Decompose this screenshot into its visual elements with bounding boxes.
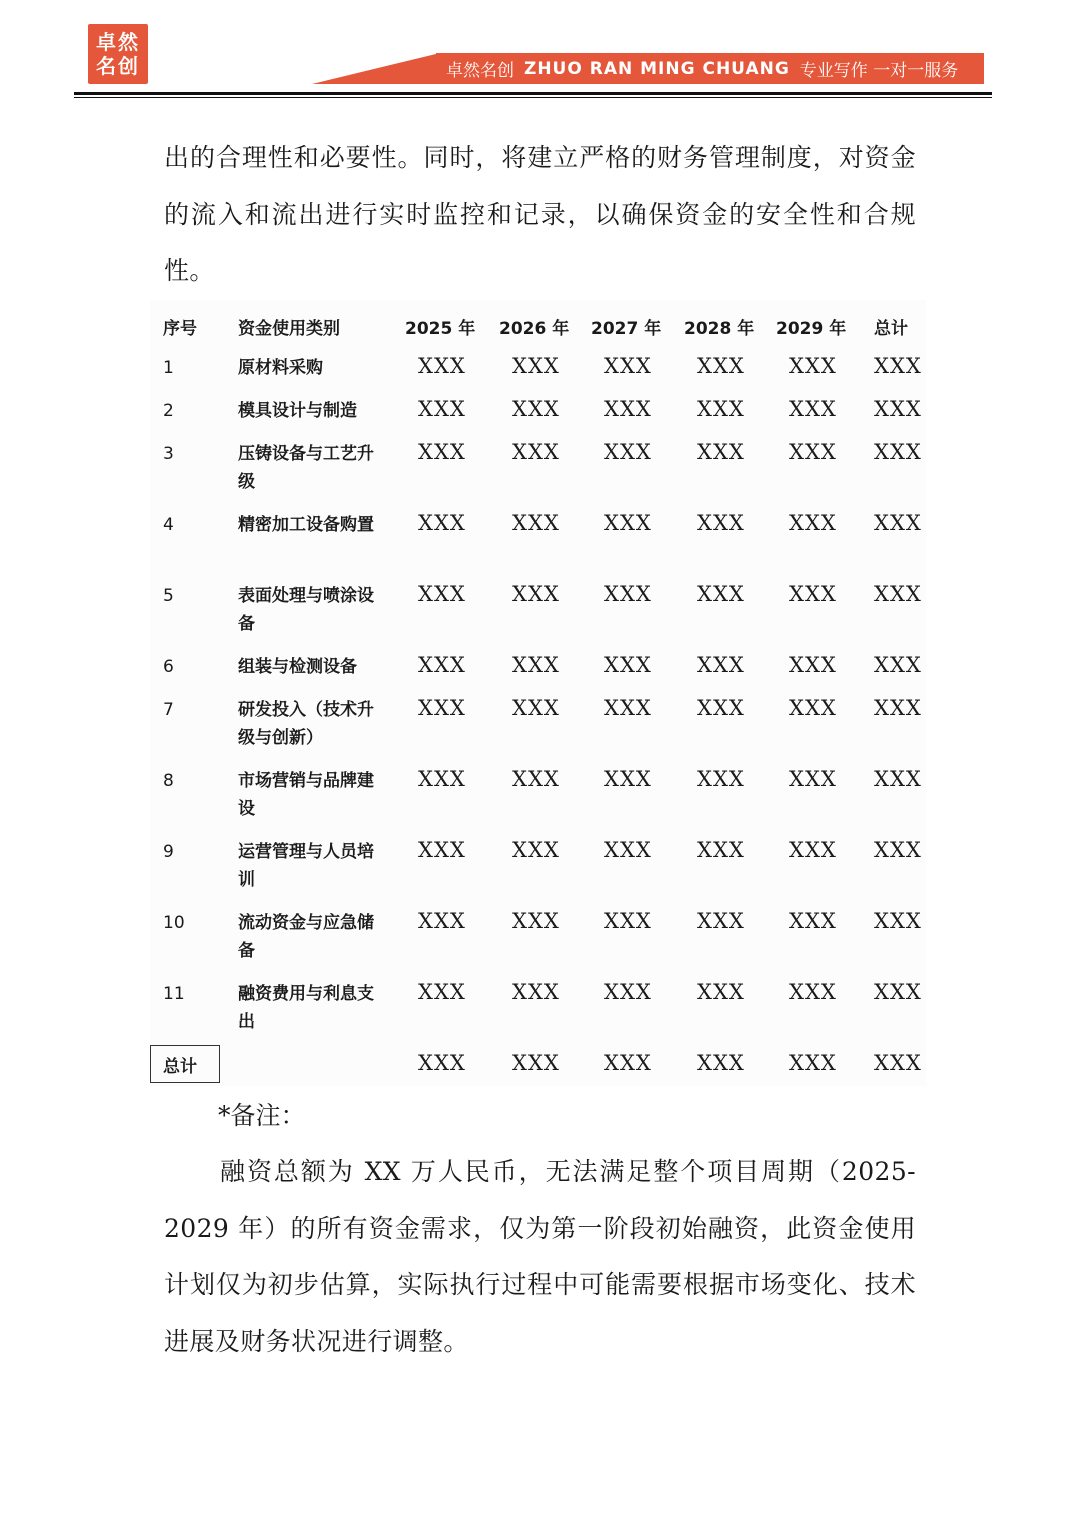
row-value: XXX: [789, 980, 837, 1004]
row-category: 运营管理与人员培训: [238, 842, 374, 890]
row-category: 市场营销与品牌建设: [238, 771, 374, 819]
row-category: 表面处理与喷涂设备: [238, 586, 374, 634]
row-value: XXX: [512, 696, 560, 720]
row-category: 融资费用与利息支出: [238, 984, 374, 1032]
row-value: XXX: [697, 838, 745, 862]
header-2027: 2027 年: [591, 319, 662, 339]
row-value: XXX: [874, 767, 922, 791]
intro-paragraph: 出的合理性和必要性。同时，将建立严格的财务管理制度，对资金的流入和流出进行实时监控和记录，以确保资金的安全性和合规性。: [164, 143, 916, 285]
row-value: XXX: [874, 980, 922, 1004]
row-value: XXX: [418, 511, 466, 535]
total-value: XXX: [512, 1051, 560, 1075]
total-label: 总计: [150, 1045, 220, 1083]
brand-logo: [88, 24, 148, 84]
row-number: 1: [163, 358, 174, 378]
row-value: XXX: [418, 696, 466, 720]
row-value: XXX: [418, 354, 466, 378]
row-number: 9: [163, 842, 174, 862]
row-value: XXX: [874, 354, 922, 378]
row-value: XXX: [604, 909, 652, 933]
row-value: XXX: [874, 582, 922, 606]
header-rule-thin: [74, 97, 992, 98]
total-value: XXX: [789, 1051, 837, 1075]
row-value: XXX: [604, 767, 652, 791]
row-value: XXX: [604, 653, 652, 677]
row-value: XXX: [604, 354, 652, 378]
row-value: XXX: [697, 582, 745, 606]
logo-text-bottom: 名创: [96, 54, 140, 78]
row-value: XXX: [697, 696, 745, 720]
row-value: XXX: [697, 511, 745, 535]
row-value: XXX: [418, 838, 466, 862]
row-number: 10: [163, 913, 185, 933]
row-value: XXX: [512, 354, 560, 378]
row-category: 压铸设备与工艺升级: [238, 444, 374, 492]
row-number: 3: [163, 444, 174, 464]
row-value: XXX: [697, 980, 745, 1004]
tagline: 专业写作 一对一服务: [799, 61, 959, 81]
header-no: 序号: [163, 319, 197, 339]
row-value: XXX: [604, 980, 652, 1004]
header-category: 资金使用类别: [238, 319, 340, 339]
row-value: XXX: [604, 838, 652, 862]
header-banner: [436, 53, 984, 84]
row-value: XXX: [697, 440, 745, 464]
row-value: XXX: [512, 980, 560, 1004]
header-2026: 2026 年: [499, 319, 570, 339]
row-value: XXX: [418, 582, 466, 606]
note-title: *备注：: [218, 1101, 306, 1130]
row-value: XXX: [874, 397, 922, 421]
row-value: XXX: [697, 653, 745, 677]
row-value: XXX: [789, 696, 837, 720]
row-number: 11: [163, 984, 185, 1004]
header-total: 总计: [874, 319, 908, 339]
row-value: XXX: [512, 909, 560, 933]
row-category: 组装与检测设备: [238, 657, 357, 677]
row-value: XXX: [697, 397, 745, 421]
row-value: XXX: [789, 767, 837, 791]
row-value: XXX: [789, 909, 837, 933]
logo-text-top: 卓然: [96, 30, 140, 54]
row-value: XXX: [604, 511, 652, 535]
row-value: XXX: [789, 397, 837, 421]
row-value: XXX: [874, 909, 922, 933]
header-rule-thick: [74, 92, 992, 95]
row-number: 5: [163, 586, 174, 606]
row-number: 8: [163, 771, 174, 791]
row-value: XXX: [418, 767, 466, 791]
row-number: 7: [163, 700, 174, 720]
row-value: XXX: [789, 582, 837, 606]
row-category: 流动资金与应急储备: [238, 913, 374, 961]
row-value: XXX: [874, 440, 922, 464]
row-value: XXX: [512, 511, 560, 535]
row-value: XXX: [512, 440, 560, 464]
row-value: XXX: [789, 838, 837, 862]
row-category: 原材料采购: [238, 358, 323, 378]
row-value: XXX: [604, 440, 652, 464]
total-value: XXX: [418, 1051, 466, 1075]
row-value: XXX: [418, 980, 466, 1004]
row-value: XXX: [604, 696, 652, 720]
brand-en: ZHUO RAN MING CHUANG: [524, 58, 790, 79]
row-value: XXX: [512, 838, 560, 862]
row-value: XXX: [789, 511, 837, 535]
row-value: XXX: [512, 397, 560, 421]
brand-cn: 卓然名创: [446, 61, 514, 81]
row-value: XXX: [697, 767, 745, 791]
row-value: XXX: [697, 354, 745, 378]
row-value: XXX: [512, 653, 560, 677]
row-value: XXX: [418, 440, 466, 464]
row-category: 研发投入（技术升级与创新）: [238, 700, 374, 748]
row-value: XXX: [874, 511, 922, 535]
row-value: XXX: [604, 397, 652, 421]
row-category: 精密加工设备购置: [238, 515, 374, 535]
row-value: XXX: [512, 767, 560, 791]
row-value: XXX: [604, 582, 652, 606]
row-number: 4: [163, 515, 174, 535]
row-value: XXX: [418, 653, 466, 677]
row-value: XXX: [697, 909, 745, 933]
header-2028: 2028 年: [684, 319, 755, 339]
row-value: XXX: [874, 838, 922, 862]
row-value: XXX: [418, 909, 466, 933]
banner-wedge: [312, 53, 440, 84]
row-value: XXX: [789, 440, 837, 464]
row-number: 2: [163, 401, 174, 421]
total-value: XXX: [697, 1051, 745, 1075]
header-2025: 2025 年: [405, 319, 476, 339]
row-value: XXX: [418, 397, 466, 421]
total-value: XXX: [604, 1051, 652, 1075]
row-number: 6: [163, 657, 174, 677]
note-paragraph: 融资总额为 XX 万人民币，无法满足整个项目周期（2025-2029 年）的所有资金需求，仅为第一阶段初始融资，此资金使用计划仅为初步估算，实际执行过程中可能需要根据市场变化、技术进展及财务状况进行调整。: [164, 1157, 916, 1356]
row-value: XXX: [874, 653, 922, 677]
total-value: XXX: [874, 1051, 922, 1075]
row-value: XXX: [874, 696, 922, 720]
row-category: 模具设计与制造: [238, 401, 357, 421]
row-value: XXX: [512, 582, 560, 606]
header-2029: 2029 年: [776, 319, 847, 339]
row-value: XXX: [789, 653, 837, 677]
row-value: XXX: [789, 354, 837, 378]
